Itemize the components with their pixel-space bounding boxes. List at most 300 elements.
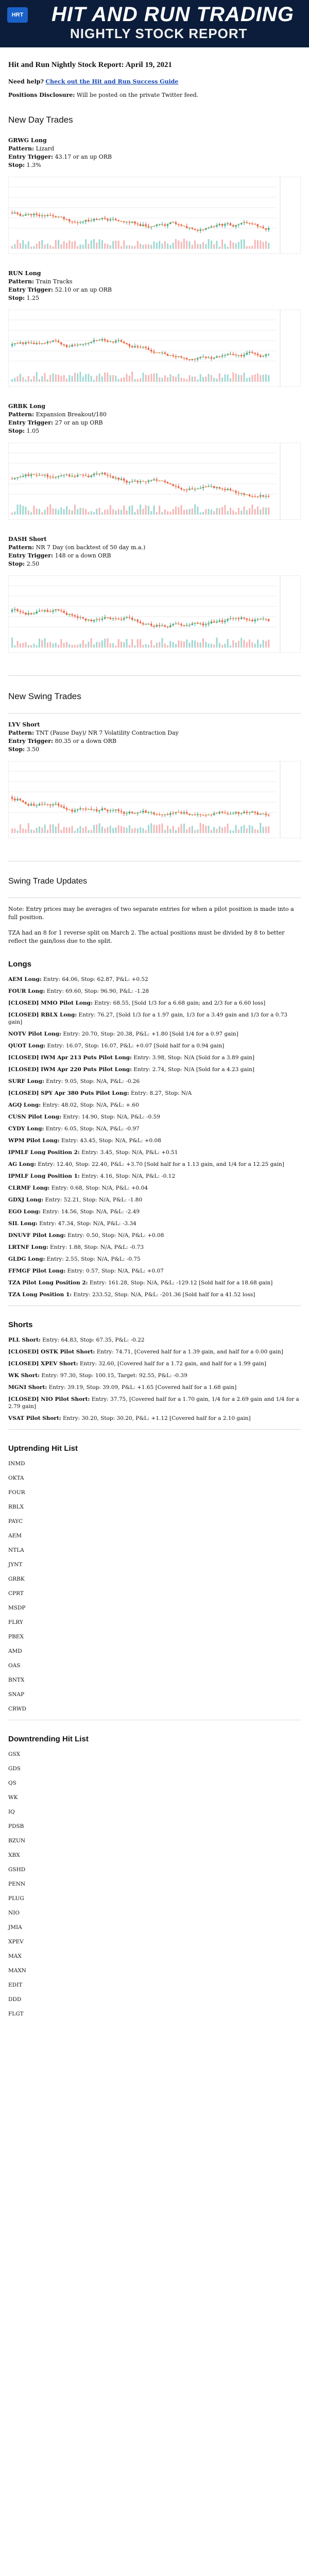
volume-bar bbox=[181, 242, 182, 249]
volume-bar bbox=[49, 824, 51, 833]
volume-bar bbox=[14, 646, 15, 648]
trade-stop-label: Stop: bbox=[8, 746, 25, 753]
position-row bbox=[8, 1101, 301, 1109]
ticker-item: AEM bbox=[8, 1533, 22, 1539]
volume-bar bbox=[115, 241, 116, 249]
trade-name-line bbox=[8, 269, 301, 278]
volume-bar bbox=[140, 244, 141, 249]
volume-bar bbox=[82, 640, 84, 648]
volume-bar bbox=[181, 505, 182, 515]
trade-setup bbox=[8, 137, 301, 170]
volume-bar bbox=[202, 512, 204, 515]
trade-entry-label: Entry Trigger: bbox=[8, 154, 54, 160]
volume-bar bbox=[107, 372, 109, 382]
volume-bar bbox=[224, 827, 226, 833]
stock-chart-image bbox=[8, 575, 301, 653]
volume-bar bbox=[30, 246, 32, 249]
trade-stop-line bbox=[8, 560, 301, 568]
trade-stop-label: Stop: bbox=[8, 162, 25, 168]
position-detail: Entry: 233.52, Stop: N/A, P&L: -201.36 [Sold half for a 41.52 loss] bbox=[73, 1292, 255, 1298]
report-title: Hit and Run Nightly Stock Report: April 19, 2021 bbox=[8, 61, 172, 69]
volume-bar bbox=[246, 246, 248, 249]
volume-bar bbox=[227, 247, 229, 249]
volume-bar bbox=[197, 642, 198, 648]
volume-bar bbox=[44, 245, 46, 249]
volume-bar bbox=[85, 509, 87, 515]
ticker-item: OAS bbox=[8, 1663, 21, 1669]
position-detail: Entry: 1.88, Stop: N/A, P&L: -0.73 bbox=[50, 1244, 144, 1250]
trade-entry-label: Entry Trigger: bbox=[8, 552, 54, 559]
volume-bar bbox=[49, 245, 51, 249]
volume-bar bbox=[126, 639, 128, 648]
volume-bar bbox=[249, 246, 250, 249]
volume-bar bbox=[112, 241, 114, 249]
volume-bar bbox=[213, 645, 215, 648]
trade-pattern-value: NR 7 Day (on backtest of 50 day m.a.) bbox=[36, 544, 146, 551]
volume-bar bbox=[216, 638, 218, 648]
volume-bar bbox=[118, 241, 119, 249]
volume-bar bbox=[82, 828, 84, 833]
volume-bar bbox=[101, 240, 103, 249]
volume-bar bbox=[230, 831, 231, 833]
volume-bar bbox=[22, 240, 24, 249]
position-name: DNUVF Pilot Long: bbox=[8, 1232, 66, 1239]
position-detail: Entry: 16.07, Stop: 16.07, P&L: +0.07 [Sold half for a 0.94 gain] bbox=[47, 1043, 225, 1049]
volume-bar bbox=[118, 825, 119, 833]
volume-bar bbox=[63, 509, 65, 515]
volume-bar bbox=[164, 375, 166, 382]
position-detail: Entry: 37.75, [Covered half for a 1.70 gain, 1/4 for a 2.69 gain and 1/4 for a 2.79 gain] bbox=[8, 1396, 299, 1410]
volume-bar bbox=[110, 826, 111, 833]
volume-bar bbox=[91, 638, 92, 648]
volume-bar bbox=[44, 638, 46, 648]
position-detail: Entry: 30.20, Stop: 30.20, P&L: +1.12 [Covered half for a 2.10 gain] bbox=[62, 1415, 251, 1421]
volume-bar bbox=[197, 829, 198, 833]
volume-bar bbox=[205, 826, 207, 833]
volume-bar bbox=[169, 374, 171, 382]
volume-bar bbox=[25, 829, 27, 833]
volume-bar bbox=[58, 240, 59, 249]
position-row bbox=[8, 1279, 301, 1286]
volume-bar bbox=[202, 638, 204, 648]
volume-bar bbox=[142, 828, 144, 833]
volume-bar bbox=[33, 376, 35, 382]
volume-bar bbox=[39, 379, 40, 382]
trade-entry-label: Entry Trigger: bbox=[8, 286, 54, 293]
volume-bar bbox=[129, 245, 130, 249]
volume-bar bbox=[159, 824, 160, 833]
volume-bar bbox=[181, 641, 182, 648]
volume-bar bbox=[20, 243, 21, 249]
volume-bar bbox=[88, 512, 89, 515]
volume-bar bbox=[181, 378, 182, 382]
trade-name-line bbox=[8, 721, 301, 729]
position-detail: Entry: 32.60, [Covered half for a 1.72 gain, and half for a 1.99 gain] bbox=[79, 1361, 266, 1367]
trade-pattern-value: Train Tracks bbox=[36, 278, 73, 285]
trade-stop-value: 1.05 bbox=[26, 428, 40, 434]
volume-bar bbox=[175, 377, 177, 382]
volume-bar bbox=[72, 826, 73, 833]
volume-bar bbox=[80, 245, 81, 249]
position-detail: Entry: 47.34, Stop: N/A, P&L: -3.34 bbox=[39, 1221, 136, 1227]
position-row bbox=[8, 1078, 301, 1085]
volume-bar bbox=[68, 375, 70, 382]
volume-bar bbox=[39, 241, 40, 249]
positions-disclosure-label: Positions Disclosure: bbox=[8, 92, 75, 98]
volume-bar bbox=[257, 374, 259, 382]
volume-bar bbox=[121, 826, 122, 833]
volume-bar bbox=[126, 511, 128, 515]
volume-bar bbox=[118, 639, 119, 648]
volume-bar bbox=[238, 242, 239, 249]
volume-bar bbox=[41, 827, 43, 833]
position-row bbox=[8, 1137, 301, 1144]
volume-bar bbox=[254, 643, 256, 648]
ticker-item: NIO bbox=[8, 1910, 20, 1916]
position-row bbox=[8, 1113, 301, 1121]
position-detail: Entry: 52.21, Stop: N/A, P&L: -1.80 bbox=[45, 1197, 143, 1203]
volume-bar bbox=[164, 830, 166, 833]
volume-bar bbox=[246, 378, 248, 382]
volume-bar bbox=[230, 241, 231, 249]
trade-stop-label: Stop: bbox=[8, 428, 25, 434]
volume-bar bbox=[36, 244, 38, 249]
trade-pattern-value: TNT (Pause Day)/ NR 7 Volatility Contraction Day bbox=[36, 730, 179, 736]
ticker-item: BZUN bbox=[8, 1838, 26, 1844]
volume-bar bbox=[213, 244, 215, 249]
position-detail: Entry: 2.55, Stop: N/A, P&L: -0.75 bbox=[46, 1256, 141, 1262]
volume-bar bbox=[126, 374, 128, 382]
position-row bbox=[8, 1348, 301, 1355]
volume-bar bbox=[265, 641, 267, 648]
position-detail: Entry: 3.45, Stop: N/A, P&L: +0.51 bbox=[81, 1149, 178, 1156]
volume-bar bbox=[257, 830, 259, 833]
volume-bar bbox=[173, 642, 174, 648]
volume-bar bbox=[118, 379, 119, 382]
volume-bar bbox=[77, 645, 78, 648]
volume-bar bbox=[121, 378, 122, 382]
position-detail: Entry: 3.98, Stop: N/A [Sold for a 3.89 gain] bbox=[133, 1055, 254, 1061]
volume-bar bbox=[246, 828, 248, 833]
volume-bar bbox=[11, 828, 13, 833]
volume-bar bbox=[140, 504, 141, 515]
volume-bar bbox=[80, 508, 81, 515]
volume-bar bbox=[131, 246, 133, 249]
volume-bar bbox=[72, 511, 73, 515]
volume-bar bbox=[22, 506, 24, 515]
volume-bar bbox=[221, 507, 223, 515]
shorts-heading: Shorts bbox=[8, 1320, 33, 1329]
volume-bar bbox=[254, 240, 256, 249]
volume-bar bbox=[249, 825, 250, 833]
position-name: CYDY Long: bbox=[8, 1126, 44, 1132]
shorts-list bbox=[8, 1336, 301, 1422]
position-row bbox=[8, 1173, 301, 1180]
volume-bar bbox=[205, 244, 207, 249]
position-detail: Entry: 14.90, Stop: N/A, P&L: -0.59 bbox=[63, 1114, 161, 1120]
volume-bar bbox=[244, 825, 245, 833]
day-trades-list bbox=[8, 137, 301, 668]
volume-bar bbox=[126, 245, 128, 249]
position-detail: Entry: 20.70, Stop: 20.38, P&L: +1.80 [Sold 1/4 for a 0.97 gain] bbox=[63, 1031, 238, 1037]
positions-disclosure-text: Will be posted on the private Twitter feed. bbox=[76, 92, 199, 98]
swing-updates-heading: Swing Trade Updates bbox=[8, 877, 87, 886]
volume-bar bbox=[145, 830, 147, 833]
volume-bar bbox=[41, 512, 43, 515]
volume-bar bbox=[85, 826, 87, 833]
volume-bar bbox=[238, 375, 239, 382]
volume-bar bbox=[159, 642, 160, 648]
volume-bar bbox=[88, 641, 89, 648]
volume-bar bbox=[80, 372, 81, 382]
volume-bar bbox=[268, 640, 269, 648]
volume-bar bbox=[260, 644, 261, 648]
volume-bar bbox=[142, 509, 144, 515]
position-detail: Entry: 14.56, Stop: N/A, P&L: -2.49 bbox=[42, 1209, 140, 1215]
volume-bar bbox=[219, 826, 220, 833]
ticker-item: FLGT bbox=[8, 2011, 24, 2017]
volume-bar bbox=[66, 642, 67, 648]
volume-bar bbox=[211, 510, 212, 515]
divider bbox=[8, 897, 301, 898]
volume-bar bbox=[53, 246, 54, 249]
volume-bar bbox=[25, 642, 27, 648]
need-help-label: Need help? bbox=[8, 78, 44, 85]
trade-stop-value: 3.50 bbox=[26, 746, 40, 753]
ticker-item: CPRT bbox=[8, 1590, 24, 1597]
volume-bar bbox=[263, 640, 264, 648]
volume-bar bbox=[148, 645, 149, 648]
volume-bar bbox=[197, 506, 198, 515]
volume-bar bbox=[53, 509, 54, 515]
trade-pattern-line bbox=[8, 278, 301, 286]
position-name: IPMLF Long Position 1: bbox=[8, 1173, 80, 1179]
volume-bar bbox=[134, 379, 136, 382]
volume-bar bbox=[232, 511, 234, 515]
volume-bar bbox=[44, 373, 46, 382]
volume-bar bbox=[257, 506, 259, 515]
ticker-item: SNAP bbox=[8, 1691, 25, 1698]
volume-bar bbox=[33, 505, 35, 515]
volume-bar bbox=[162, 638, 163, 648]
position-name: [CLOSED] MMO Pilot Long: bbox=[8, 1000, 93, 1006]
volume-bar bbox=[164, 643, 166, 648]
volume-bar bbox=[17, 504, 19, 515]
position-name: WK Short: bbox=[8, 1372, 40, 1379]
trade-entry-value: 43.17 or an up ORB bbox=[55, 154, 112, 160]
ticker-item: WK bbox=[8, 1794, 18, 1801]
volume-bar bbox=[183, 641, 185, 648]
position-row bbox=[8, 988, 301, 995]
volume-bar bbox=[60, 376, 62, 382]
volume-bar bbox=[88, 830, 89, 833]
ticker-item: PBEX bbox=[8, 1634, 24, 1640]
volume-bar bbox=[58, 823, 59, 833]
volume-bar bbox=[235, 374, 237, 382]
volume-bar bbox=[167, 511, 168, 515]
position-detail: Entry: 74.71, [Covered half for a 1.39 gain, and half for a 0.00 gain] bbox=[96, 1349, 283, 1355]
volume-bar bbox=[192, 377, 193, 382]
volume-bar bbox=[112, 509, 114, 515]
volume-bar bbox=[173, 826, 174, 833]
downtrending-list bbox=[8, 1751, 301, 2018]
position-detail: Entry: 39.19, Stop: 39.09, P&L: +1.65 [Covered half for a 1.68 gain] bbox=[48, 1384, 237, 1391]
volume-bar bbox=[55, 375, 57, 382]
position-name: SURF Long: bbox=[8, 1078, 44, 1084]
volume-bar bbox=[11, 637, 13, 648]
volume-bar bbox=[246, 642, 248, 648]
volume-bar bbox=[44, 510, 46, 515]
ticker-item: PLUG bbox=[8, 1895, 24, 1902]
volume-bar bbox=[235, 642, 237, 648]
volume-bar bbox=[150, 640, 152, 648]
volume-bar bbox=[110, 375, 111, 382]
volume-bar bbox=[260, 241, 261, 249]
position-name: FFMGF Pilot Long: bbox=[8, 1268, 66, 1274]
trade-name-line bbox=[8, 535, 301, 544]
volume-bar bbox=[142, 245, 144, 249]
position-name: TZA Long Position 1: bbox=[8, 1292, 72, 1298]
volume-bar bbox=[36, 509, 38, 515]
volume-bar bbox=[150, 511, 152, 515]
volume-bar bbox=[189, 643, 191, 648]
volume-bar bbox=[251, 504, 253, 515]
volume-bar bbox=[238, 641, 239, 648]
trade-entry-line bbox=[8, 153, 301, 161]
volume-bar bbox=[216, 508, 218, 515]
volume-bar bbox=[244, 640, 245, 648]
trade-entry-line bbox=[8, 286, 301, 294]
volume-bar bbox=[137, 379, 139, 382]
volume-bar bbox=[41, 240, 43, 249]
volume-bar bbox=[30, 829, 32, 833]
volume-bar bbox=[153, 505, 155, 515]
brand-logo bbox=[7, 7, 28, 23]
position-name: PLL Short: bbox=[8, 1337, 41, 1343]
volume-bar bbox=[20, 824, 21, 833]
position-row bbox=[8, 1054, 301, 1061]
volume-bar bbox=[181, 824, 182, 833]
volume-bar bbox=[39, 826, 40, 833]
position-name: QUOT Long: bbox=[8, 1043, 46, 1049]
volume-bar bbox=[246, 510, 248, 515]
volume-bar bbox=[101, 377, 103, 382]
volume-bar bbox=[265, 374, 267, 382]
volume-bar bbox=[80, 643, 81, 648]
swing-trades-list bbox=[8, 721, 301, 854]
volume-bar bbox=[221, 378, 223, 382]
ticker-item: JYNT bbox=[8, 1562, 23, 1568]
position-detail: Entry: 8.27, Stop: N/A bbox=[130, 1090, 192, 1096]
volume-bar bbox=[224, 505, 226, 515]
success-guide-link[interactable]: Check out the Hit and Run Success Guide bbox=[45, 78, 179, 85]
volume-bar bbox=[131, 505, 133, 515]
volume-bar bbox=[241, 826, 242, 833]
volume-bar bbox=[232, 640, 234, 648]
position-name: GDXJ Long: bbox=[8, 1197, 44, 1203]
position-name: [CLOSED] OSTK Pilot Short: bbox=[8, 1349, 95, 1355]
volume-bar bbox=[66, 243, 67, 249]
volume-bar bbox=[148, 506, 149, 515]
position-row bbox=[8, 1396, 301, 1410]
volume-bar bbox=[208, 643, 210, 648]
volume-bar bbox=[221, 645, 223, 648]
volume-bar bbox=[47, 379, 48, 382]
volume-bar bbox=[110, 643, 111, 648]
volume-bar bbox=[25, 380, 27, 382]
volume-bar bbox=[148, 244, 149, 249]
trade-pattern-label: Pattern: bbox=[8, 544, 35, 551]
volume-bar bbox=[159, 505, 160, 515]
position-name: WPM Pilot Long: bbox=[8, 1138, 60, 1144]
position-row bbox=[8, 1291, 301, 1298]
ticker-item: NTLA bbox=[8, 1547, 24, 1553]
position-row bbox=[8, 1090, 301, 1097]
volume-bar bbox=[107, 244, 109, 249]
volume-bar bbox=[39, 509, 40, 515]
position-detail: Entry: 69.60, Stop: 96.90, P&L: -1.28 bbox=[46, 988, 149, 994]
trade-stop-label: Stop: bbox=[8, 561, 25, 567]
volume-bar bbox=[104, 244, 106, 249]
volume-bar bbox=[241, 638, 242, 648]
ticker-item: FOUR bbox=[8, 1489, 25, 1496]
entry-price-note: Note: Entry prices may be averages of two separate entries for when a pilot position is made into a full position. bbox=[8, 906, 294, 921]
volume-bar bbox=[88, 244, 89, 249]
volume-bar bbox=[55, 643, 57, 648]
position-name: [CLOSED] NIO Pilot Short: bbox=[8, 1396, 90, 1402]
volume-bar bbox=[140, 639, 141, 648]
volume-bar bbox=[183, 378, 185, 382]
position-row bbox=[8, 1196, 301, 1204]
position-row bbox=[8, 1244, 301, 1251]
ticker-item: AMD bbox=[8, 1648, 22, 1654]
stock-chart-image bbox=[8, 761, 301, 838]
position-row bbox=[8, 1220, 301, 1227]
volume-bar bbox=[175, 830, 177, 833]
stock-chart-image bbox=[8, 177, 301, 254]
position-row bbox=[8, 1372, 301, 1379]
position-row bbox=[8, 999, 301, 1007]
volume-bar bbox=[82, 245, 84, 249]
volume-bar bbox=[131, 639, 133, 648]
position-name: TZA Pilot Long Position 2: bbox=[8, 1280, 88, 1286]
volume-bar bbox=[33, 246, 35, 249]
volume-bar bbox=[178, 507, 179, 515]
position-row bbox=[8, 1042, 301, 1049]
volume-bar bbox=[200, 823, 201, 833]
longs-heading: Longs bbox=[8, 960, 31, 969]
trade-pattern-line bbox=[8, 411, 301, 419]
volume-bar bbox=[63, 643, 65, 648]
volume-bar bbox=[205, 642, 207, 648]
volume-bar bbox=[224, 644, 226, 648]
volume-bar bbox=[189, 375, 191, 382]
volume-bar bbox=[169, 512, 171, 515]
ticker-item: MAXN bbox=[8, 1968, 26, 1974]
volume-bar bbox=[72, 645, 73, 648]
volume-bar bbox=[232, 372, 234, 382]
volume-bar bbox=[268, 375, 269, 382]
volume-bar bbox=[156, 643, 158, 648]
volume-bar bbox=[41, 376, 43, 382]
position-name: CLRMF Long: bbox=[8, 1185, 50, 1191]
trade-pattern-line bbox=[8, 729, 301, 737]
volume-bar bbox=[99, 508, 100, 515]
volume-bar bbox=[96, 642, 97, 648]
volume-bar bbox=[60, 244, 62, 249]
volume-bar bbox=[137, 828, 139, 833]
volume-bar bbox=[213, 511, 215, 515]
